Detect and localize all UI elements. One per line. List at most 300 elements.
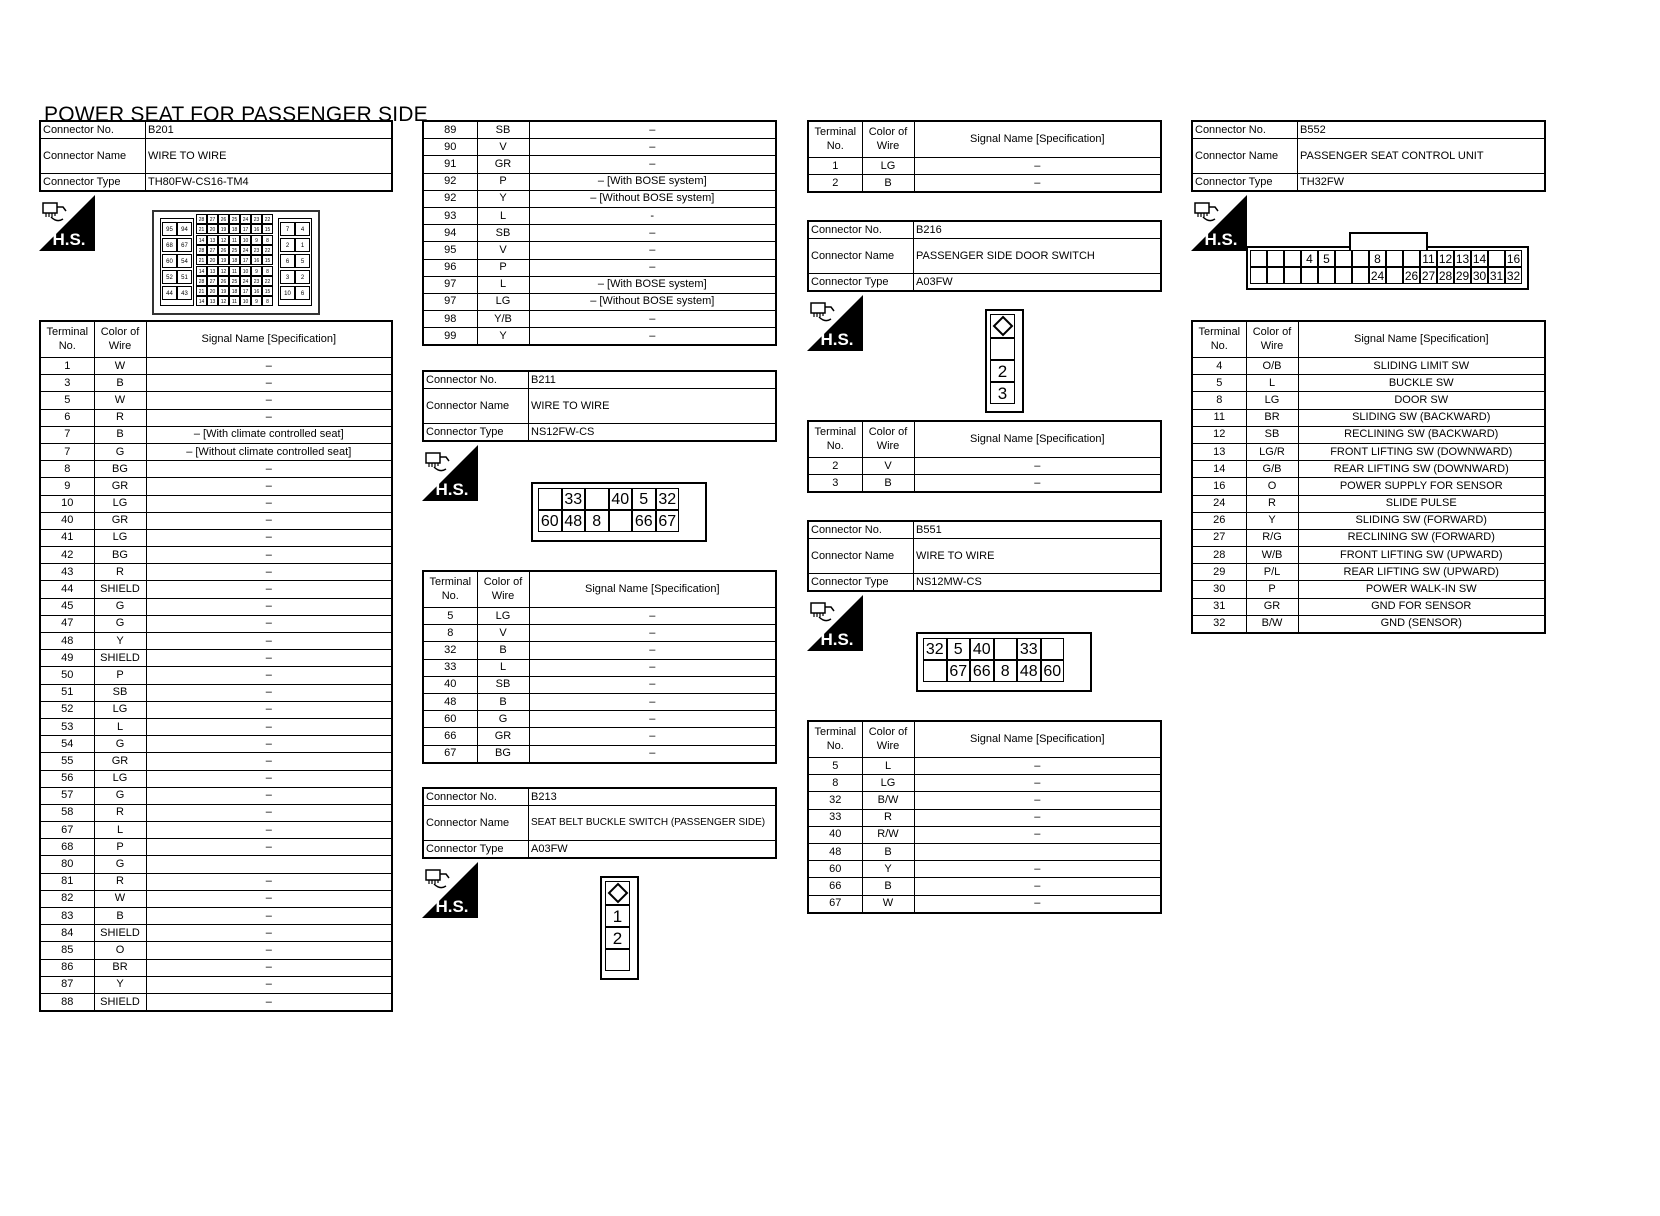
table-row (423, 293, 776, 310)
color-cell: SB (1246, 426, 1298, 443)
terminal-cell: 40 (40, 512, 94, 529)
connector-pin: 21 (196, 255, 207, 265)
table-row (1192, 409, 1545, 426)
signal-cell: – (914, 792, 1161, 809)
connector-name-value: SEAT BELT BUCKLE SWITCH (PASSENGER SIDE) (529, 806, 777, 841)
connector-pin: 14 (1472, 252, 1487, 266)
table-row (40, 581, 392, 598)
connector-pin: 17 (240, 255, 251, 265)
connector-pin: 11 (229, 266, 240, 276)
connector-pin: 2 (605, 927, 630, 949)
harness-side-icon (807, 595, 863, 651)
table-row (808, 861, 1161, 878)
table-row (423, 625, 776, 642)
color-cell: LG (477, 293, 529, 310)
connector-pin: 60 (1041, 660, 1065, 682)
table-row (40, 547, 392, 564)
signal-cell: – (914, 895, 1161, 913)
connector-pin (1386, 267, 1403, 284)
connector-pin: 48 (562, 510, 586, 532)
color-cell: R (94, 873, 146, 890)
color-cell: BR (1246, 409, 1298, 426)
table-row (808, 758, 1161, 775)
terminal-cell: 2 (808, 175, 862, 193)
signal-cell: – (146, 375, 392, 392)
color-cell: V (477, 139, 529, 156)
connector-pin: 24 (240, 245, 251, 255)
connector-pin: 32 (1506, 269, 1521, 283)
color-cell: Y (477, 328, 529, 346)
color-cell: SB (477, 225, 529, 242)
connector-pin: 9 (251, 296, 262, 306)
signal-cell: – (146, 478, 392, 495)
color-of-wire-header: Color of Wire (1246, 321, 1298, 358)
connector-pin (990, 338, 1015, 360)
color-cell: P (477, 173, 529, 190)
connector-pin: 5 (947, 638, 971, 660)
color-cell: G (94, 787, 146, 804)
color-cell: Y (94, 633, 146, 650)
connector-pin: 22 (262, 214, 273, 224)
signal-cell: GND FOR SENSOR (1298, 598, 1545, 615)
table-row (40, 650, 392, 667)
connector-pin: 12 (218, 235, 229, 245)
color-cell: B (477, 693, 529, 710)
connector-no-label: Connector No. (808, 221, 914, 239)
terminal-cell: 7 (40, 426, 94, 443)
table-row (808, 826, 1161, 843)
terminal-cell: 42 (40, 547, 94, 564)
color-cell: W (94, 392, 146, 409)
terminal-cell: 9 (40, 478, 94, 495)
signal-cell: SLIDING SW (FORWARD) (1298, 512, 1545, 529)
terminal-cell: 13 (1192, 443, 1246, 460)
signal-cell: – (529, 121, 776, 139)
terminal-cell: 97 (423, 293, 477, 310)
color-cell: L (477, 659, 529, 676)
terminal-cell: 32 (423, 642, 477, 659)
signal-cell: POWER SUPPLY FOR SENSOR (1298, 478, 1545, 495)
terminal-cell: 87 (40, 976, 94, 993)
hs-label: H.S. (820, 630, 854, 649)
color-cell: B (862, 475, 914, 493)
terminal-cell: 80 (40, 856, 94, 873)
color-cell: L (94, 822, 146, 839)
signal-cell: – (529, 608, 776, 625)
color-cell: R (94, 564, 146, 581)
table-row (40, 787, 392, 804)
connector-pin: 10 (240, 296, 251, 306)
color-of-wire-header: Color of Wire (862, 721, 914, 758)
signal-cell: – (529, 711, 776, 728)
signal-cell: – [Without BOSE system] (529, 190, 776, 207)
signal-cell: – (529, 311, 776, 328)
connector-pin: 1 (605, 905, 630, 927)
connector-type-value: A03FW (529, 841, 777, 859)
connector-pin (1250, 250, 1267, 267)
color-cell: W/B (1246, 547, 1298, 564)
connector-pin (1352, 250, 1369, 267)
connector-pin: 94 (177, 222, 192, 236)
connector-pin: 14 (196, 296, 207, 306)
connector-pin: 15 (262, 286, 273, 296)
signal-cell: – (146, 890, 392, 907)
terminal-cell: 67 (808, 895, 862, 913)
signal-cell (914, 843, 1161, 860)
table-row (423, 173, 776, 190)
connector-pin: 26 (218, 214, 229, 224)
terminal-cell: 5 (1192, 375, 1246, 392)
signal-cell: – [With BOSE system] (529, 173, 776, 190)
signal-cell: SLIDING LIMIT SW (1298, 358, 1545, 375)
connector-pin: 66 (970, 660, 994, 682)
b211-info (422, 370, 777, 442)
hs-label: H.S. (435, 480, 469, 499)
connector-pin: 9 (251, 235, 262, 245)
color-cell: P (477, 259, 529, 276)
table-row (40, 667, 392, 684)
terminal-cell: 67 (40, 822, 94, 839)
signal-cell: – (529, 693, 776, 710)
connector-pin: 6 (295, 286, 310, 300)
color-cell: W (94, 890, 146, 907)
signal-name-header: Signal Name [Specification] (529, 571, 776, 608)
table-row (423, 242, 776, 259)
signal-cell: – (146, 804, 392, 821)
signal-cell: – (146, 358, 392, 375)
connector-pin: 13 (207, 296, 218, 306)
connector-pin: 19 (218, 286, 229, 296)
table-row (423, 190, 776, 207)
hs-label: H.S. (820, 330, 854, 349)
terminal-cell: 1 (808, 158, 862, 175)
harness-side-icon (39, 195, 95, 251)
table-row (40, 770, 392, 787)
color-cell: LG (862, 158, 914, 175)
color-cell: GR (1246, 598, 1298, 615)
terminal-cell: 6 (40, 409, 94, 426)
connector-pin: 24 (1370, 269, 1385, 283)
connector-pin (923, 660, 947, 682)
connector-type-label: Connector Type (808, 274, 914, 292)
hs-label: H.S. (435, 897, 469, 916)
terminal-cell: 7 (40, 443, 94, 460)
terminal-cell: 58 (40, 804, 94, 821)
connector-no-value: B552 (1298, 121, 1546, 139)
terminal-cell: 30 (1192, 581, 1246, 598)
connector-pin: 51 (177, 270, 192, 284)
connector-pin: 28 (1438, 269, 1453, 283)
color-cell: LG (94, 770, 146, 787)
color-cell: LG (94, 495, 146, 512)
color-cell: BR (94, 959, 146, 976)
terminal-cell: 32 (1192, 615, 1246, 633)
terminal-cell: 24 (1192, 495, 1246, 512)
connector-no-label: Connector No. (1192, 121, 1298, 139)
terminal-cell: 8 (40, 461, 94, 478)
terminal-cell: 33 (808, 809, 862, 826)
harness-side-icon (422, 862, 478, 918)
connector-pin: 5 (295, 254, 310, 268)
table-row (808, 895, 1161, 913)
table-row (40, 701, 392, 718)
connector-pin: 66 (632, 510, 656, 532)
connector-pin (1267, 267, 1284, 284)
color-cell: R (94, 409, 146, 426)
table-row (40, 908, 392, 925)
signal-cell: – (146, 736, 392, 753)
connector-name-label: Connector Name (1192, 139, 1298, 174)
terminal-no-header: Terminal No. (808, 421, 862, 458)
connector-pin: 2 (990, 360, 1015, 382)
connector-pin: 32 (656, 488, 680, 510)
terminal-cell: 47 (40, 615, 94, 632)
terminal-cell: 51 (40, 684, 94, 701)
color-cell: L (1246, 375, 1298, 392)
terminal-cell: 86 (40, 959, 94, 976)
table-row (423, 693, 776, 710)
terminal-cell: 91 (423, 156, 477, 173)
color-cell: B (862, 843, 914, 860)
terminal-cell: 92 (423, 173, 477, 190)
terminal-no-header: Terminal No. (40, 321, 94, 358)
connector-pin: 6 (280, 254, 295, 268)
table-row (40, 633, 392, 650)
signal-name-header: Signal Name [Specification] (146, 321, 392, 358)
color-cell: R (94, 804, 146, 821)
color-cell: B (94, 375, 146, 392)
color-cell: BG (94, 461, 146, 478)
color-cell: W (94, 358, 146, 375)
connector-pin: 26 (1404, 269, 1419, 283)
signal-cell: – (146, 650, 392, 667)
connector-pin: 14 (196, 235, 207, 245)
connector-pin: 33 (1017, 638, 1041, 660)
signal-cell: – (914, 809, 1161, 826)
connector-pin: 26 (218, 276, 229, 286)
terminal-cell: 96 (423, 259, 477, 276)
table-row (40, 409, 392, 426)
terminal-cell: 94 (423, 225, 477, 242)
signal-cell: – (529, 659, 776, 676)
connector-name-label: Connector Name (808, 239, 914, 274)
terminal-cell: 16 (1192, 478, 1246, 495)
table-row (808, 843, 1161, 860)
table-row (423, 156, 776, 173)
signal-cell: – (529, 676, 776, 693)
connector-pin (1041, 638, 1065, 660)
table-row (1192, 495, 1545, 512)
connector-pin: 16 (251, 286, 262, 296)
color-cell: LG (94, 701, 146, 718)
signal-cell: – (146, 564, 392, 581)
b213-terminal-table (807, 120, 1162, 193)
table-row (40, 495, 392, 512)
table-row (40, 890, 392, 907)
signal-cell: – (146, 770, 392, 787)
b216-connector-face (985, 309, 1024, 413)
color-cell: G (94, 443, 146, 460)
terminal-cell: 41 (40, 529, 94, 546)
color-cell: B (477, 642, 529, 659)
color-cell: R/W (862, 826, 914, 843)
color-cell: LG (862, 775, 914, 792)
connector-pin: 12 (218, 266, 229, 276)
color-of-wire-header: Color of Wire (862, 421, 914, 458)
signal-cell: – (146, 598, 392, 615)
terminal-no-header: Terminal No. (423, 571, 477, 608)
table-row (423, 311, 776, 328)
terminal-cell: 11 (1192, 409, 1246, 426)
b201-connector-face (152, 210, 320, 315)
signal-cell: – (529, 259, 776, 276)
connector-name-value: WIRE TO WIRE (146, 139, 393, 174)
connector-pin (609, 510, 633, 532)
signal-cell: – (146, 615, 392, 632)
table-row (808, 809, 1161, 826)
harness-side-icon (1191, 195, 1247, 251)
terminal-cell: 26 (1192, 512, 1246, 529)
connector-pin: 15 (262, 224, 273, 234)
connector-pin (1284, 250, 1301, 267)
b211-terminal-table (422, 570, 777, 764)
signal-cell: SLIDE PULSE (1298, 495, 1545, 512)
color-cell: P/L (1246, 564, 1298, 581)
signal-cell: – (146, 925, 392, 942)
b552-info (1191, 120, 1546, 192)
terminal-cell: 68 (40, 839, 94, 856)
connector-pin: 2 (295, 270, 310, 284)
terminal-cell: 67 (423, 745, 477, 763)
connector-no-label: Connector No. (423, 788, 529, 806)
connector-pin: 52 (162, 270, 177, 284)
connector-pin: 3 (990, 382, 1015, 404)
connector-pin: 43 (177, 286, 192, 300)
terminal-cell: 98 (423, 311, 477, 328)
color-cell: Y (862, 861, 914, 878)
connector-name-value: PASSENGER SIDE DOOR SWITCH (914, 239, 1162, 274)
connector-pin: 18 (229, 286, 240, 296)
color-cell: B (862, 878, 914, 895)
table-row (40, 718, 392, 735)
signal-cell: – (146, 959, 392, 976)
connector-pin: 20 (207, 224, 218, 234)
color-cell: GR (477, 156, 529, 173)
connector-pin (605, 949, 630, 971)
connector-pin: 23 (251, 214, 262, 224)
connector-pin: 29 (1455, 269, 1470, 283)
connector-pin: 18 (229, 224, 240, 234)
connector-pin: 67 (947, 660, 971, 682)
table-row (423, 276, 776, 293)
color-cell: O (1246, 478, 1298, 495)
connector-pin: 1 (295, 238, 310, 252)
connector-type-value: A03FW (914, 274, 1162, 292)
color-cell: P (94, 839, 146, 856)
connector-pin: 28 (196, 245, 207, 255)
connector-no-label: Connector No. (423, 371, 529, 389)
table-row (1192, 512, 1545, 529)
color-cell: G/B (1246, 461, 1298, 478)
terminal-cell: 54 (40, 736, 94, 753)
color-cell: GR (477, 728, 529, 745)
table-row (40, 598, 392, 615)
terminal-cell: 5 (423, 608, 477, 625)
connector-pin: 10 (240, 266, 251, 276)
table-row (1192, 598, 1545, 615)
connector-pin: 10 (280, 286, 295, 300)
table-row (1192, 426, 1545, 443)
connector-no-label: Connector No. (40, 121, 146, 139)
b213-info (422, 787, 777, 859)
color-of-wire-header: Color of Wire (94, 321, 146, 358)
signal-cell: – (914, 158, 1161, 175)
connector-pin (1335, 250, 1352, 267)
signal-cell: – [Without climate controlled seat] (146, 443, 392, 460)
connector-pin: 25 (229, 276, 240, 286)
connector-pin: 13 (207, 235, 218, 245)
color-cell: G (94, 856, 146, 873)
connector-no-value: B201 (146, 121, 393, 139)
terminal-cell: 60 (808, 861, 862, 878)
table-row (40, 684, 392, 701)
terminal-cell: 3 (808, 475, 862, 493)
terminal-cell: 66 (423, 728, 477, 745)
table-row (40, 993, 392, 1011)
color-cell: G (94, 615, 146, 632)
connector-pin: 60 (538, 510, 562, 532)
signal-name-header: Signal Name [Specification] (1298, 321, 1545, 358)
connector-pin: 8 (262, 266, 273, 276)
connector-name-label: Connector Name (808, 539, 914, 574)
color-cell: Y/B (477, 311, 529, 328)
signal-cell: – (146, 409, 392, 426)
connector-pin: 4 (295, 222, 310, 236)
terminal-cell: 10 (40, 495, 94, 512)
terminal-cell: 83 (40, 908, 94, 925)
color-cell: B (94, 426, 146, 443)
signal-cell: RECLINING SW (BACKWARD) (1298, 426, 1545, 443)
color-cell: B (862, 175, 914, 193)
table-row (40, 529, 392, 546)
signal-name-header: Signal Name [Specification] (914, 421, 1161, 458)
connector-pin: 5 (632, 488, 656, 510)
color-cell: SB (477, 121, 529, 139)
signal-cell: – (146, 822, 392, 839)
color-cell: B/W (862, 792, 914, 809)
terminal-cell: 55 (40, 753, 94, 770)
table-row (423, 121, 776, 139)
signal-cell: POWER WALK-IN SW (1298, 581, 1545, 598)
signal-cell: – (914, 826, 1161, 843)
table-row (1192, 615, 1545, 633)
hs-label: H.S. (52, 230, 86, 249)
terminal-cell: 31 (1192, 598, 1246, 615)
connector-type-label: Connector Type (808, 574, 914, 592)
terminal-cell: 89 (423, 121, 477, 139)
connector-pin: 8 (585, 510, 609, 532)
terminal-cell: 92 (423, 190, 477, 207)
connector-pin: 40 (970, 638, 994, 660)
color-cell: SHIELD (94, 650, 146, 667)
connector-pin: 54 (177, 254, 192, 268)
color-cell: V (477, 625, 529, 642)
color-cell: G (94, 736, 146, 753)
connector-pin: 68 (162, 238, 177, 252)
color-cell: B (94, 908, 146, 925)
table-row (40, 512, 392, 529)
signal-cell: – (146, 993, 392, 1011)
